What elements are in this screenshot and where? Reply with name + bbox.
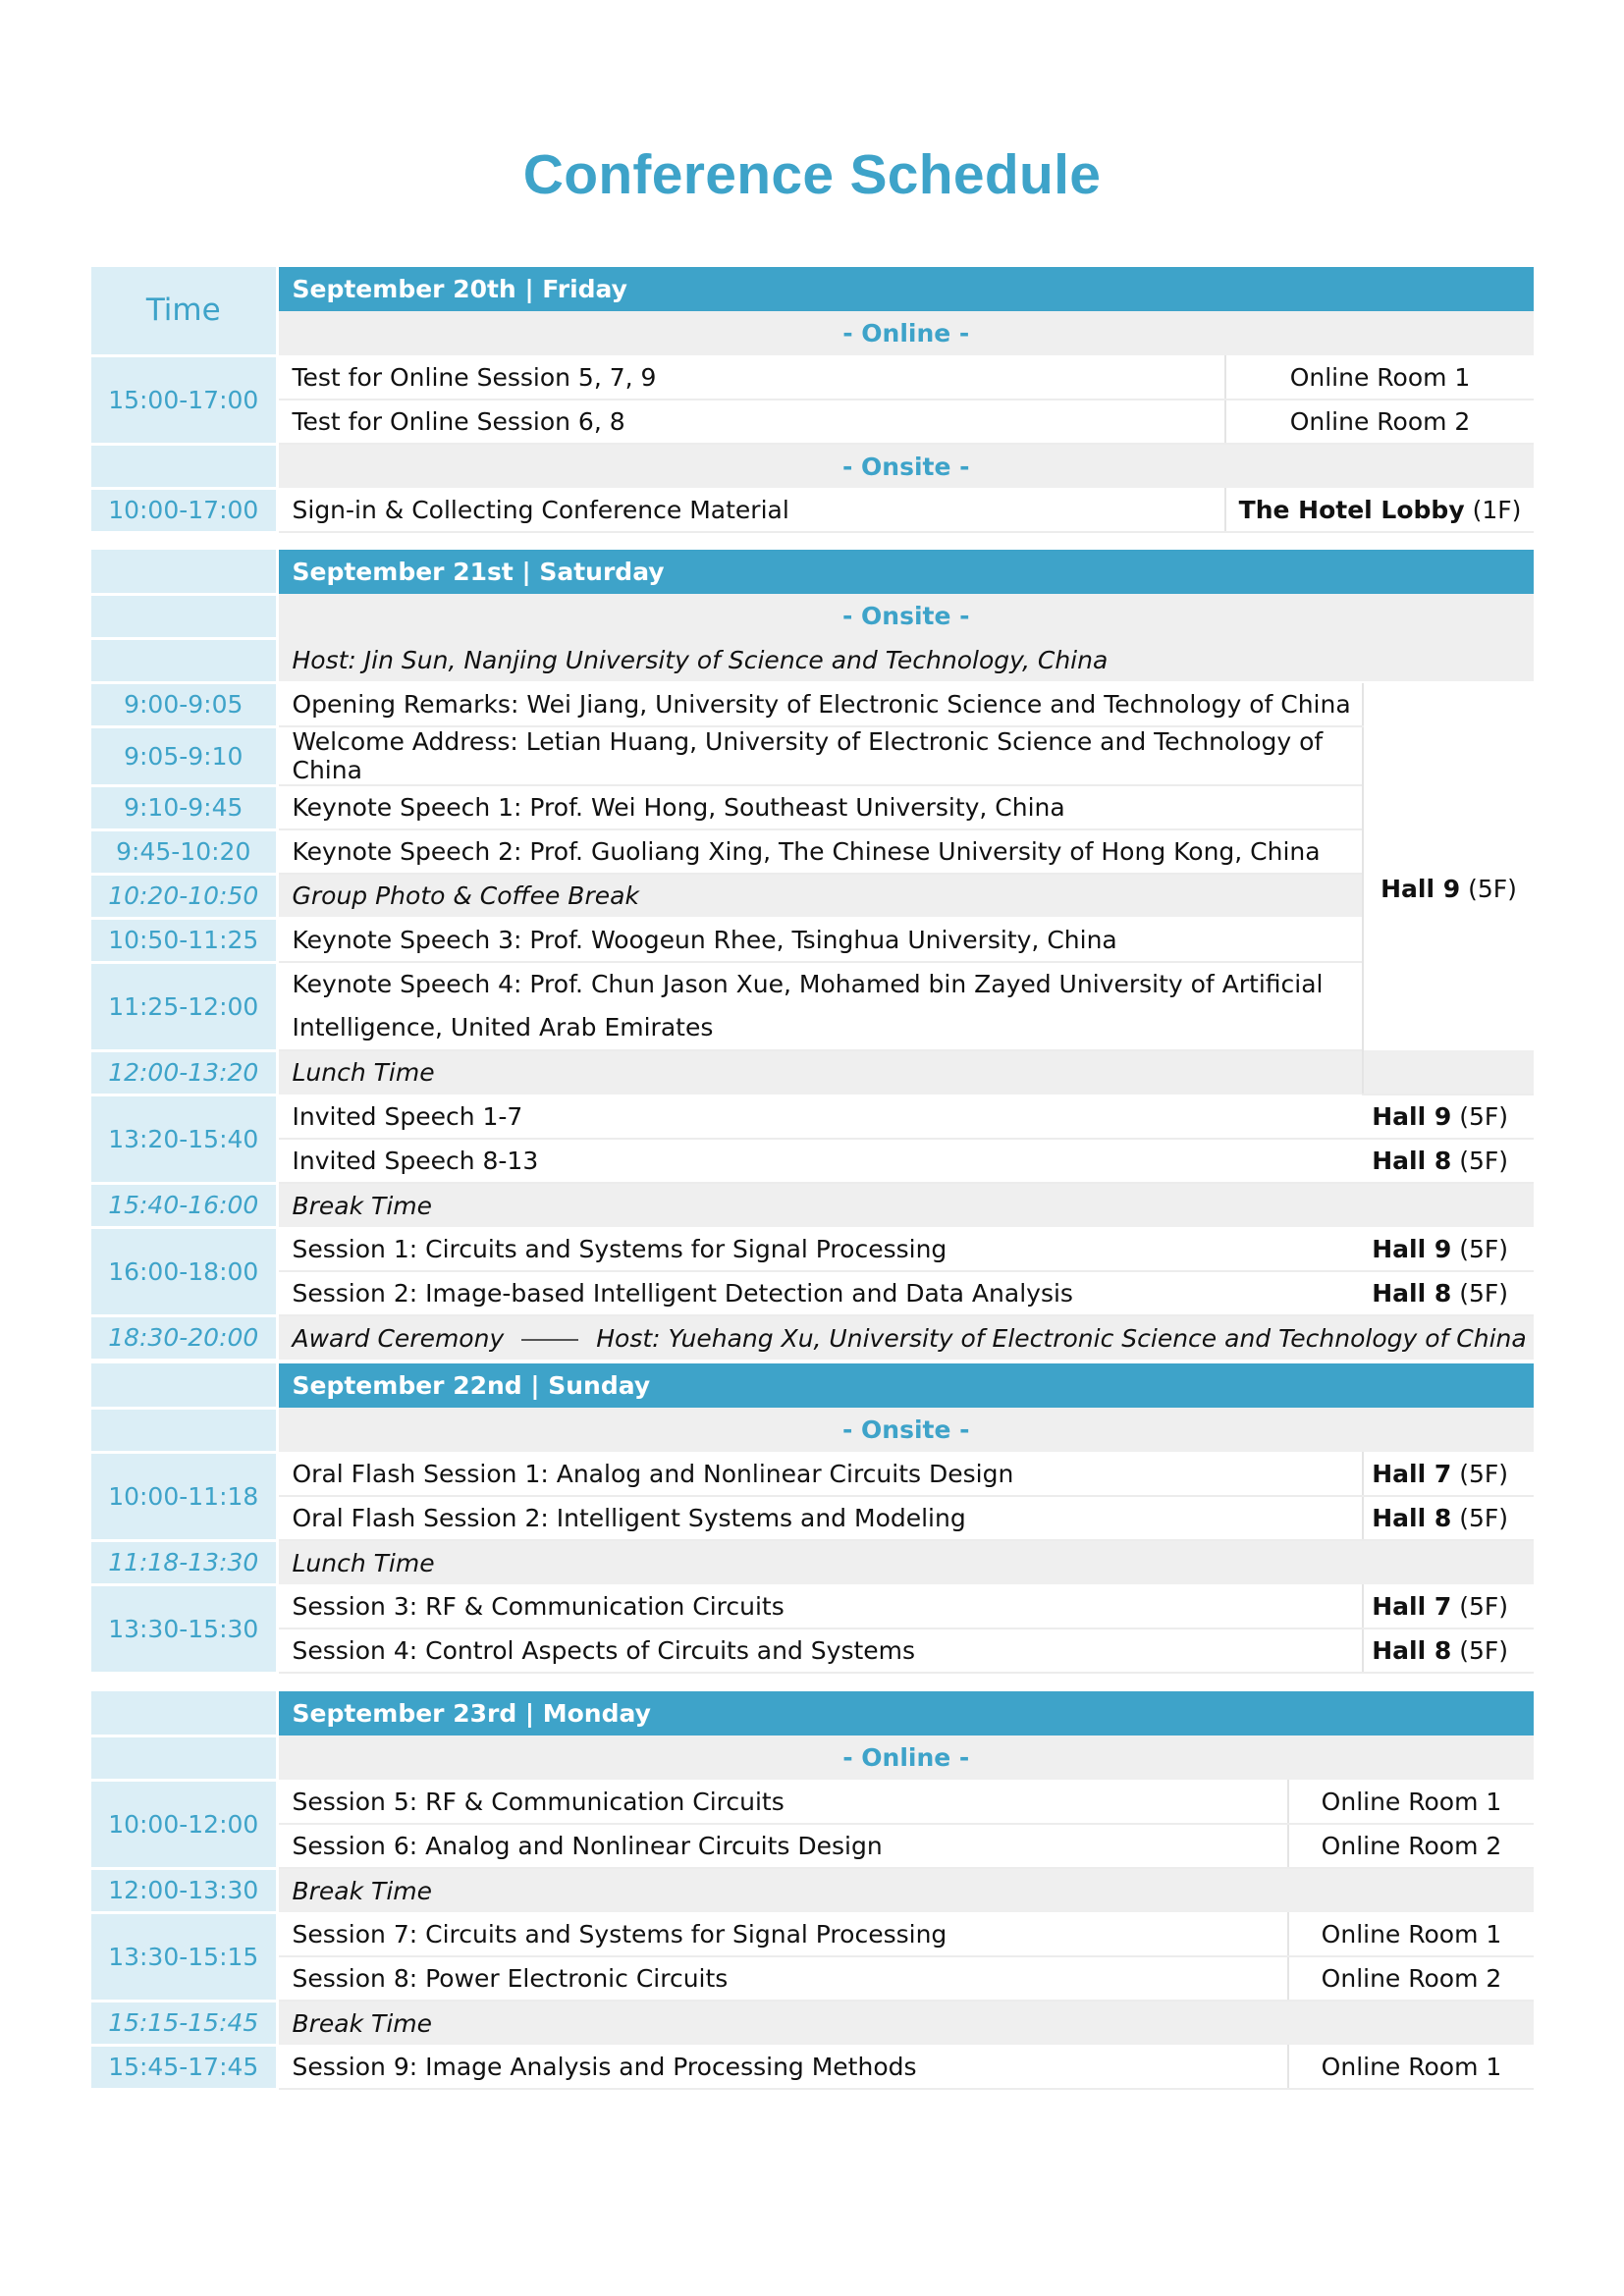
table-row — [91, 488, 1534, 532]
venue-name: Hall 9 — [1372, 1234, 1452, 1263]
time-cell: 9:05-9:10 — [91, 726, 277, 785]
time-cell: 9:45-10:20 — [91, 829, 277, 874]
day1-header-row — [91, 267, 1534, 311]
venue-name: Hall 9 — [1372, 1102, 1452, 1131]
table-row — [91, 829, 1534, 874]
time-cell: 12:00-13:20 — [91, 1050, 277, 1095]
time-cell: 12:00-13:30 — [91, 1868, 277, 1912]
day3-table — [91, 1363, 1534, 1675]
time-cell: 13:30-15:15 — [91, 1912, 277, 2001]
award-label: Award Ceremony — [292, 1323, 505, 1353]
time-cell-empty — [91, 594, 277, 638]
venue-cell — [1363, 1452, 1534, 1496]
event-cell: Test for Online Session 6, 8 — [277, 400, 1225, 444]
venue-floor: (5F) — [1459, 1147, 1509, 1175]
award-host: Host: Yuehang Xu, University of Electronic Science and Technology of China — [596, 1323, 1527, 1353]
event-cell: Invited Speech 8-13 — [277, 1139, 1363, 1183]
table-row — [91, 1050, 1534, 1095]
time-cell: 16:00-18:00 — [91, 1227, 277, 1315]
table-row — [91, 1629, 1534, 1673]
event-cell: Welcome Address: Letian Huang, University of Electronic Science and Technology of China — [277, 726, 1363, 785]
time-cell: 13:20-15:40 — [91, 1095, 277, 1183]
time-cell: 15:00-17:00 — [91, 355, 277, 444]
table-row — [91, 1227, 1534, 1271]
venue-cell: Online Room 1 — [1288, 2045, 1534, 2089]
day-header: September 23rd | Monday — [277, 1691, 1534, 1735]
event-cell: Session 2: Image-based Intelligent Detection and Data Analysis — [277, 1271, 1363, 1315]
time-cell: 11:25-12:00 — [91, 962, 277, 1050]
event-cell: Session 7: Circuits and Systems for Signal Processing — [277, 1912, 1288, 1956]
venue-cell — [1363, 1095, 1534, 1139]
time-cell: 15:40-16:00 — [91, 1183, 277, 1227]
day2-table — [91, 550, 1534, 1362]
event-cell: Oral Flash Session 2: Intelligent Systems and Modeling — [277, 1496, 1363, 1540]
table-row — [91, 2001, 1534, 2045]
event-cell: Session 4: Control Aspects of Circuits and Systems — [277, 1629, 1363, 1673]
day1-table — [91, 267, 1534, 534]
venue-cell: Online Room 1 — [1288, 1912, 1534, 1956]
venue-name: Hall 8 — [1372, 1636, 1452, 1665]
venue-floor: (5F) — [1459, 1636, 1508, 1665]
venue-floor: (5F) — [1459, 1279, 1509, 1308]
host-line: Host: Jin Sun, Nanjing University of Science and Technology, China — [277, 638, 1534, 682]
event-cell: Keynote Speech 2: Prof. Guoliang Xing, The Chinese University of Hong Kong, China — [277, 829, 1363, 874]
table-row — [91, 1095, 1534, 1139]
table-row — [91, 1868, 1534, 1912]
onsite-label: - Onsite - — [277, 594, 1534, 638]
lunch-label: Lunch Time — [277, 1050, 1534, 1095]
time-cell-empty — [91, 444, 277, 488]
event-cell: Oral Flash Session 1: Analog and Nonlinear Circuits Design — [277, 1452, 1363, 1496]
time-cell-empty — [91, 638, 277, 682]
table-row — [91, 874, 1534, 918]
venue-name: Hall 9 — [1380, 874, 1461, 903]
venue-cell: Online Room 2 — [1288, 1824, 1534, 1868]
table-row — [91, 726, 1534, 785]
venue-cell: Online Room 2 — [1225, 400, 1534, 444]
table-row — [91, 355, 1534, 400]
time-cell-empty — [91, 550, 277, 594]
dash-divider — [521, 1339, 578, 1341]
table-row — [91, 1183, 1534, 1227]
event-cell — [277, 962, 1363, 1050]
table-row — [91, 1452, 1534, 1496]
venue-name: Hall 8 — [1372, 1147, 1452, 1175]
venue-cell — [1363, 1629, 1534, 1673]
venue-name: Hall 8 — [1372, 1279, 1452, 1308]
venue-cell: Online Room 2 — [1288, 1956, 1534, 2001]
table-row — [91, 1139, 1534, 1183]
event-cell: Session 9: Image Analysis and Processing Methods — [277, 2045, 1288, 2089]
venue-cell — [1363, 1271, 1534, 1315]
venue-floor: (1F) — [1472, 495, 1522, 524]
venue-cell: Online Room 1 — [1225, 355, 1534, 400]
event-cell: Keynote Speech 3: Prof. Woogeun Rhee, Tsinghua University, China — [277, 918, 1363, 962]
table-row — [91, 785, 1534, 829]
time-cell: 10:20-10:50 — [91, 874, 277, 918]
time-cell: 15:15-15:45 — [91, 2001, 277, 2045]
onsite-label: - Onsite - — [277, 444, 1534, 488]
table-row — [91, 1540, 1534, 1584]
venue-floor: (5F) — [1468, 874, 1517, 903]
time-cell-empty — [91, 1691, 277, 1735]
venue-cell: Online Room 1 — [1288, 1780, 1534, 1824]
page-title: Conference Schedule — [522, 143, 1102, 206]
venue-cell — [1225, 488, 1534, 532]
break-label: Break Time — [277, 1183, 1534, 1227]
online-label: - Online - — [277, 311, 1534, 355]
table-row — [91, 1780, 1534, 1824]
venue-floor: (5F) — [1459, 1459, 1508, 1488]
day4-table — [91, 1691, 1534, 2091]
venue-cell — [1363, 1227, 1534, 1271]
event-cell: Invited Speech 1-7 — [277, 1095, 1363, 1139]
table-row — [91, 1496, 1534, 1540]
time-cell-empty — [91, 1735, 277, 1780]
table-row — [91, 1912, 1534, 1956]
table-row — [91, 1315, 1534, 1360]
table-row — [91, 1271, 1534, 1315]
table-row — [91, 1956, 1534, 2001]
table-row — [91, 682, 1534, 726]
event-cell: Opening Remarks: Wei Jiang, University of Electronic Science and Technology of China — [277, 682, 1363, 726]
event-cell: Group Photo & Coffee Break — [277, 874, 1363, 918]
event-cell: Test for Online Session 5, 7, 9 — [277, 355, 1225, 400]
table-row — [91, 1584, 1534, 1629]
event-cell: Session 3: RF & Communication Circuits — [277, 1584, 1363, 1629]
time-cell-empty — [91, 1363, 277, 1408]
venue-name: Hall 7 — [1372, 1459, 1452, 1488]
venue-name: Hall 8 — [1372, 1504, 1452, 1532]
time-cell: 13:30-15:30 — [91, 1584, 277, 1673]
time-cell-empty — [91, 1408, 277, 1452]
time-cell: 11:18-13:30 — [91, 1540, 277, 1584]
table-row — [91, 400, 1534, 444]
table-row — [91, 1824, 1534, 1868]
event-cell: Keynote Speech 1: Prof. Wei Hong, Southeast University, China — [277, 785, 1363, 829]
event-line-1: Keynote Speech 4: Prof. Chun Jason Xue, Mohamed bin Zayed University of Artificial — [292, 970, 1324, 998]
time-cell: 10:00-17:00 — [91, 488, 277, 532]
venue-floor: (5F) — [1459, 1234, 1509, 1263]
time-cell: 10:50-11:25 — [91, 918, 277, 962]
venue-cell — [1363, 1584, 1534, 1629]
time-cell: 18:30-20:00 — [91, 1315, 277, 1360]
onsite-label: - Onsite - — [277, 1408, 1534, 1452]
venue-cell — [1363, 682, 1534, 1095]
lunch-label: Lunch Time — [277, 1540, 1534, 1584]
table-row — [91, 2045, 1534, 2089]
time-cell: 10:00-12:00 — [91, 1780, 277, 1868]
event-cell: Session 6: Analog and Nonlinear Circuits Design — [277, 1824, 1288, 1868]
break-label: Break Time — [277, 1868, 1534, 1912]
time-cell: 10:00-11:18 — [91, 1452, 277, 1540]
venue-cell — [1363, 1139, 1534, 1183]
time-cell: 9:10-9:45 — [91, 785, 277, 829]
venue-name: The Hotel Lobby — [1238, 495, 1465, 524]
venue-floor: (5F) — [1459, 1102, 1509, 1131]
day-header: September 20th | Friday — [277, 267, 1534, 311]
award-cell — [277, 1315, 1534, 1360]
time-cell: 15:45-17:45 — [91, 2045, 277, 2089]
venue-floor: (5F) — [1459, 1504, 1508, 1532]
venue-floor: (5F) — [1459, 1591, 1508, 1621]
venue-cell — [1363, 1496, 1534, 1540]
online-label: - Online - — [277, 1735, 1534, 1780]
time-cell: 9:00-9:05 — [91, 682, 277, 726]
table-row — [91, 918, 1534, 962]
day-header: September 22nd | Sunday — [277, 1363, 1534, 1408]
event-cell: Session 5: RF & Communication Circuits — [277, 1780, 1288, 1824]
event-cell: Sign-in & Collecting Conference Material — [277, 488, 1225, 532]
table-row — [91, 962, 1534, 1050]
day-header: September 21st | Saturday — [277, 550, 1534, 594]
time-column-header: Time — [91, 267, 277, 355]
venue-name: Hall 7 — [1372, 1591, 1452, 1621]
event-cell: Session 8: Power Electronic Circuits — [277, 1956, 1288, 2001]
event-cell: Session 1: Circuits and Systems for Signal Processing — [277, 1227, 1363, 1271]
event-line-2: Intelligence, United Arab Emirates — [292, 1013, 714, 1041]
break-label: Break Time — [277, 2001, 1534, 2045]
